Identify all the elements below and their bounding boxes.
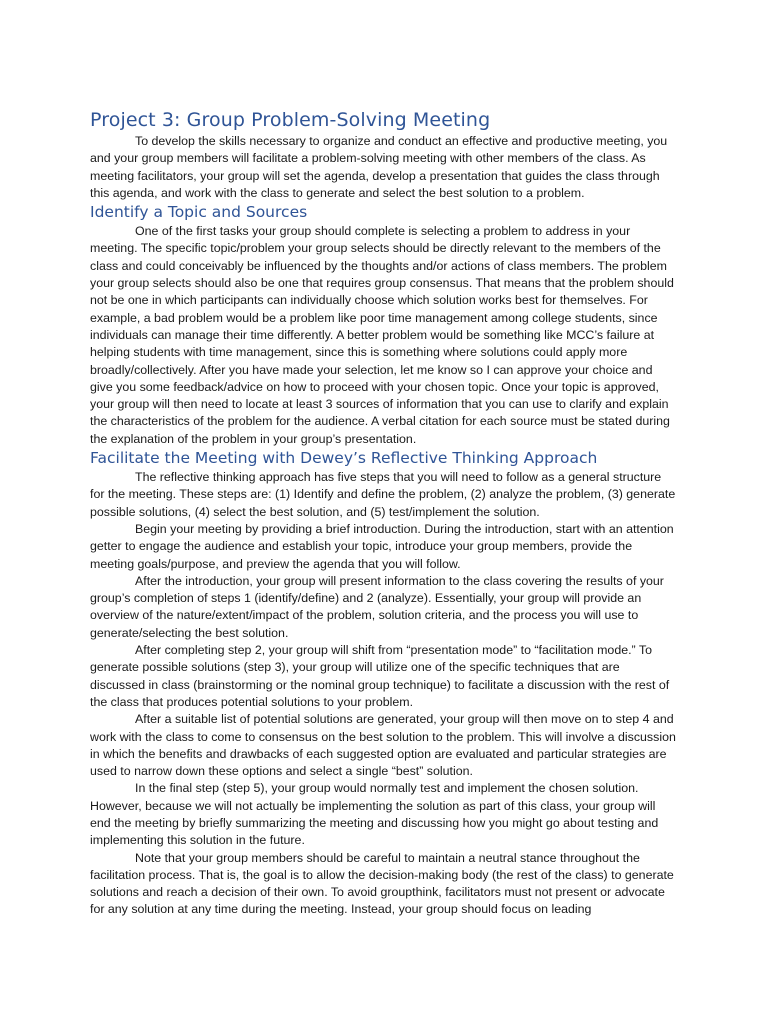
- section-heading-facilitate: Facilitate the Meeting with Dewey’s Reflective Thinking Approach: [90, 449, 598, 468]
- topic-paragraph: One of the first tasks your group should complete is selecting a problem to address in your meeting. The specific topic/problem your group selects should be directly relevant to the members of the class and could conceivably be influenced by the thoughts and/or actions of class members. The problem your group selects should also be one that requires group consensus. That means that the problem should not be one in which participants can individually choose which solution works best for themselves. For example, a bad problem would be a problem like poor time management among college students, since individuals can manage their time differently. A better problem would be something like MCC’s failure at helping students with time management, since this is something where solutions could apply more broadly/collectively. After you have made your selection, let me know so I can approve your choice and give you some feedback/advice on how to proceed with your chosen topic. Once your topic is approved, your group will then need to locate at least 3 sources of information that you can use to clarify and explain the characteristics of the problem for the audience. A verbal citation for each source must be stated during the explanation of the problem in your group’s presentation.: [90, 224, 674, 446]
- document-page: [90, 107, 678, 919]
- section-heading-topic: Identify a Topic and Sources: [90, 203, 308, 222]
- page-title: Project 3: Group Problem-Solving Meeting: [90, 109, 491, 131]
- intro-paragraph: To develop the skills necessary to organize and conduct an effective and productive meeting, you and your group members will facilitate a problem-solving meeting with other members of the class. As meeting facilitators, your group will set the agenda, develop a presentation that guides the class through this agenda, and work with the class to generate and select the best solution to a problem.: [90, 134, 668, 200]
- facilitate-paragraph: The reflective thinking approach has five steps that you will need to follow as a general structure for the meeting. These steps are: (1) Identify and define the problem, (2) analyze the problem, (3) generate possible solutions, (4) select the best solution, and (5) test/implement the solution.: [90, 470, 676, 519]
- facilitate-paragraph: Note that your group members should be careful to maintain a neutral stance throughout the facilitation process. That is, the goal is to allow the decision-making body (the rest of the class) to generate solutions and reach a decision of their own. To avoid groupthink, facilitators must not present or advocate for any solution at any time during the meeting. Instead, your group should focus on leading: [90, 850, 674, 917]
- facilitate-paragraph: After completing step 2, your group will shift from “presentation mode” to “facilitation mode.” To generate possible solutions (step 3), your group will utilize one of the specific techniques that are discussed in class (brainstorming or the nominal group technique) to facilitate a discussion with the rest of the class that produces potential solutions to your problem.: [90, 643, 670, 709]
- facilitate-paragraph: After a suitable list of potential solutions are generated, your group will then move on to step 4 and work with the class to come to consensus on the best solution to the problem. This will involve a discussion in which the benefits and drawbacks of each suggested option are evaluated and particular strategies are used to narrow down these options and select a single “best” solution.: [90, 712, 676, 779]
- facilitate-paragraph: After the introduction, your group will present information to the class covering the results of your group’s completion of steps 1 (identify/define) and 2 (analyze). Essentially, your group will provide an overview of the nature/extent/impact of the problem, solution criteria, and the process you will use to generate/selecting the best solution.: [90, 573, 664, 640]
- facilitate-paragraph: Begin your meeting by providing a brief introduction. During the introduction, start with an attention getter to engage the audience and establish your topic, introduce your group members, provide the meeting goals/purpose, and preview the agenda that you will follow.: [90, 521, 674, 571]
- facilitate-paragraph: In the final step (step 5), your group would normally test and implement the chosen solution. However, because we will not actually be implementing the solution as part of this class, your group will end the meeting by briefly summarizing the meeting and discussing how you might go about testing and implementing this solution in the future.: [90, 781, 659, 848]
